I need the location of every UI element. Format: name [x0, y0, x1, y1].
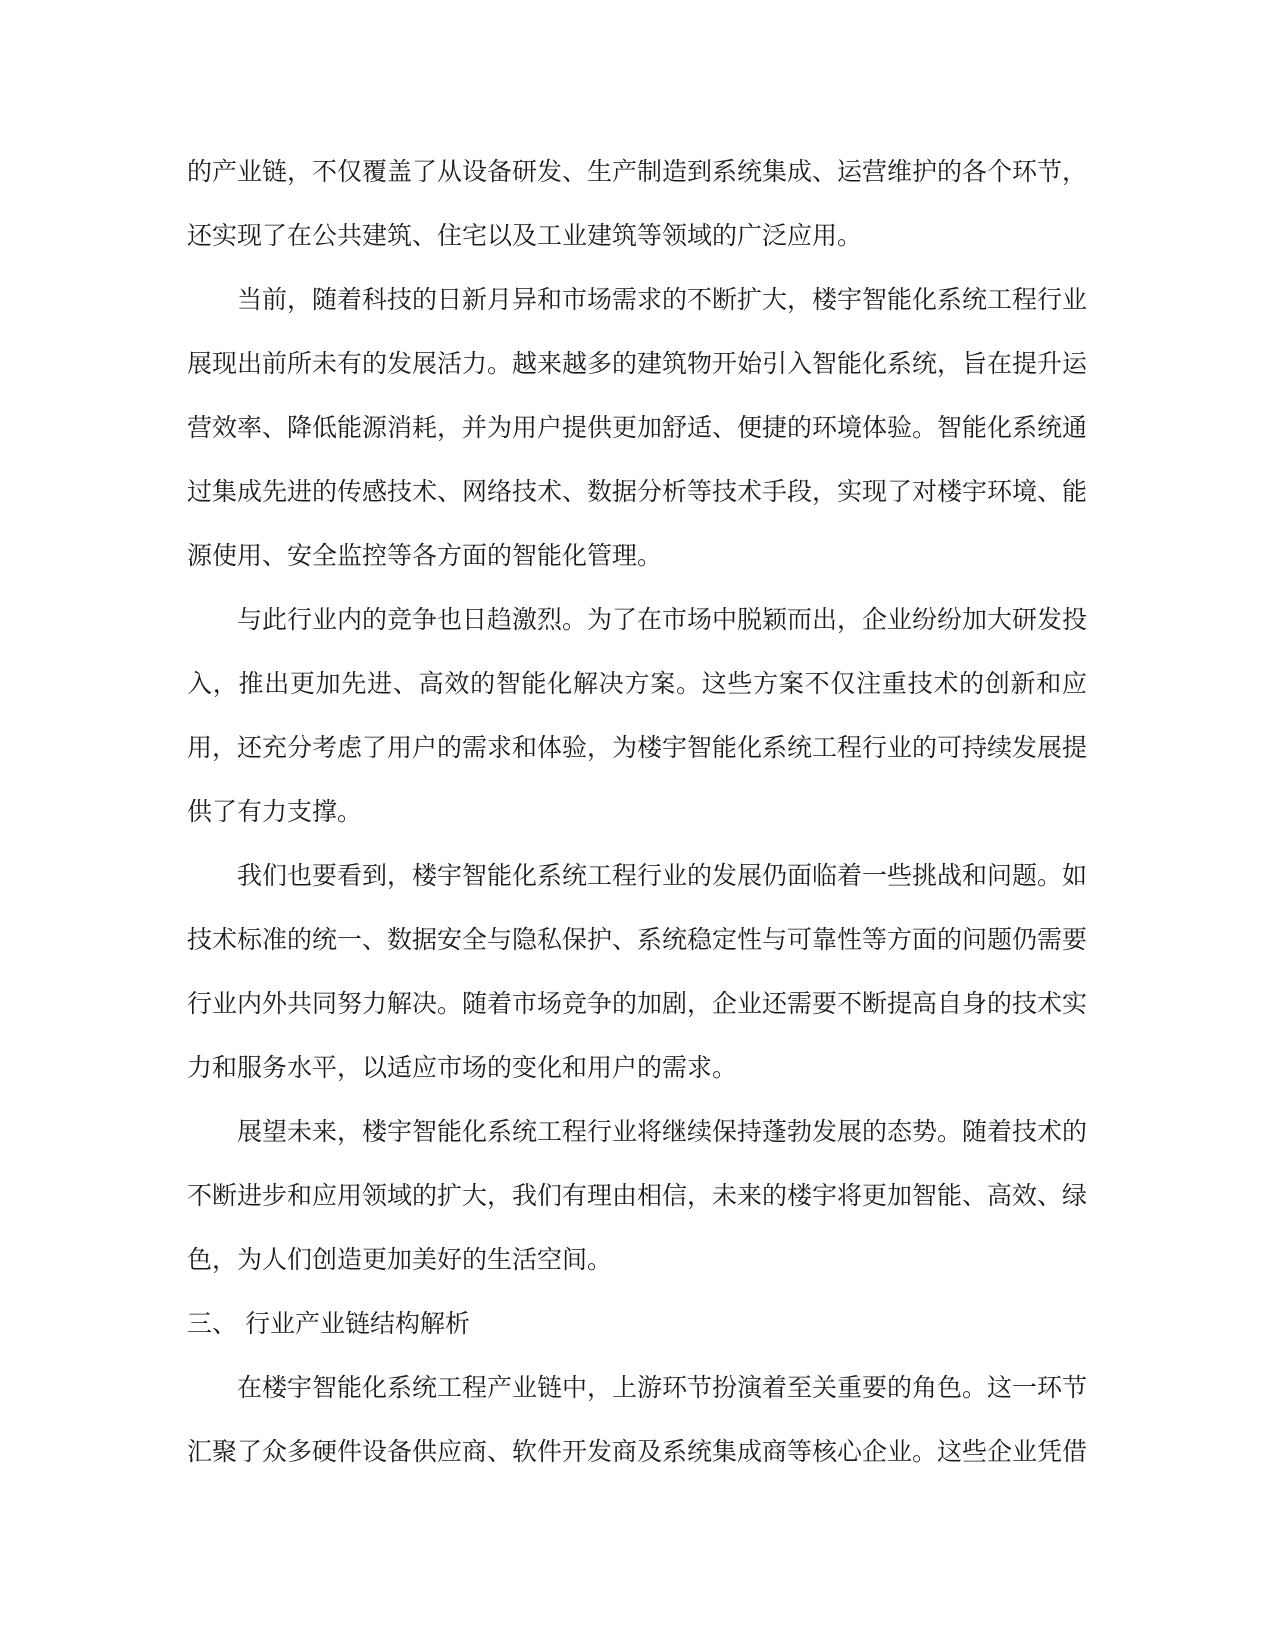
- paragraph-competition: 与此行业内的竞争也日趋激烈。为了在市场中脱颖而出，企业纷纷加大研发投入，推出更加先进、高效的智能化解决方案。这些方案不仅注重技术的创新和应用，还充分考虑了用户的需求和体验，为楼宇智能化系统工程行业的可持续发展提供了有力支撑。: [187, 605, 1088, 826]
- paragraph-challenges: 我们也要看到，楼宇智能化系统工程行业的发展仍面临着一些挑战和问题。如技术标准的统一、数据安全与隐私保护、系统稳定性与可靠性等方面的问题仍需要行业内外共同努力解决。随着市场竞争的加剧，企业还需要不断提高自身的技术实力和服务水平，以适应市场的变化和用户的需求。: [187, 861, 1088, 1082]
- document-body: [187, 140, 1087, 1484]
- section-heading: 三、 行业产业链结构解析: [187, 1309, 470, 1338]
- paragraph-continuation: 的产业链，不仅覆盖了从设备研发、生产制造到系统集成、运营维护的各个环节，还实现了在公共建筑、住宅以及工业建筑等领域的广泛应用。: [187, 157, 1088, 250]
- paragraph-upstream: 在楼宇智能化系统工程产业链中，上游环节扮演着至关重要的角色。这一环节汇聚了众多硬件设备供应商、软件开发商及系统集成商等核心企业。这些企业凭借: [187, 1373, 1088, 1466]
- paragraph-outlook: 展望未来，楼宇智能化系统工程行业将继续保持蓬勃发展的态势。随着技术的不断进步和应用领域的扩大，我们有理由相信，未来的楼宇将更加智能、高效、绿色，为人们创造更加美好的生活空间。: [187, 1117, 1088, 1274]
- paragraph-current-status: 当前，随着科技的日新月异和市场需求的不断扩大，楼宇智能化系统工程行业展现出前所未有的发展活力。越来越多的建筑物开始引入智能化系统，旨在提升运营效率、降低能源消耗，并为用户提供更加舒适、便捷的环境体验。智能化系统通过集成先进的传感技术、网络技术、数据分析等技术手段，实现了对楼宇环境、能源使用、安全监控等各方面的智能化管理。: [187, 285, 1088, 570]
